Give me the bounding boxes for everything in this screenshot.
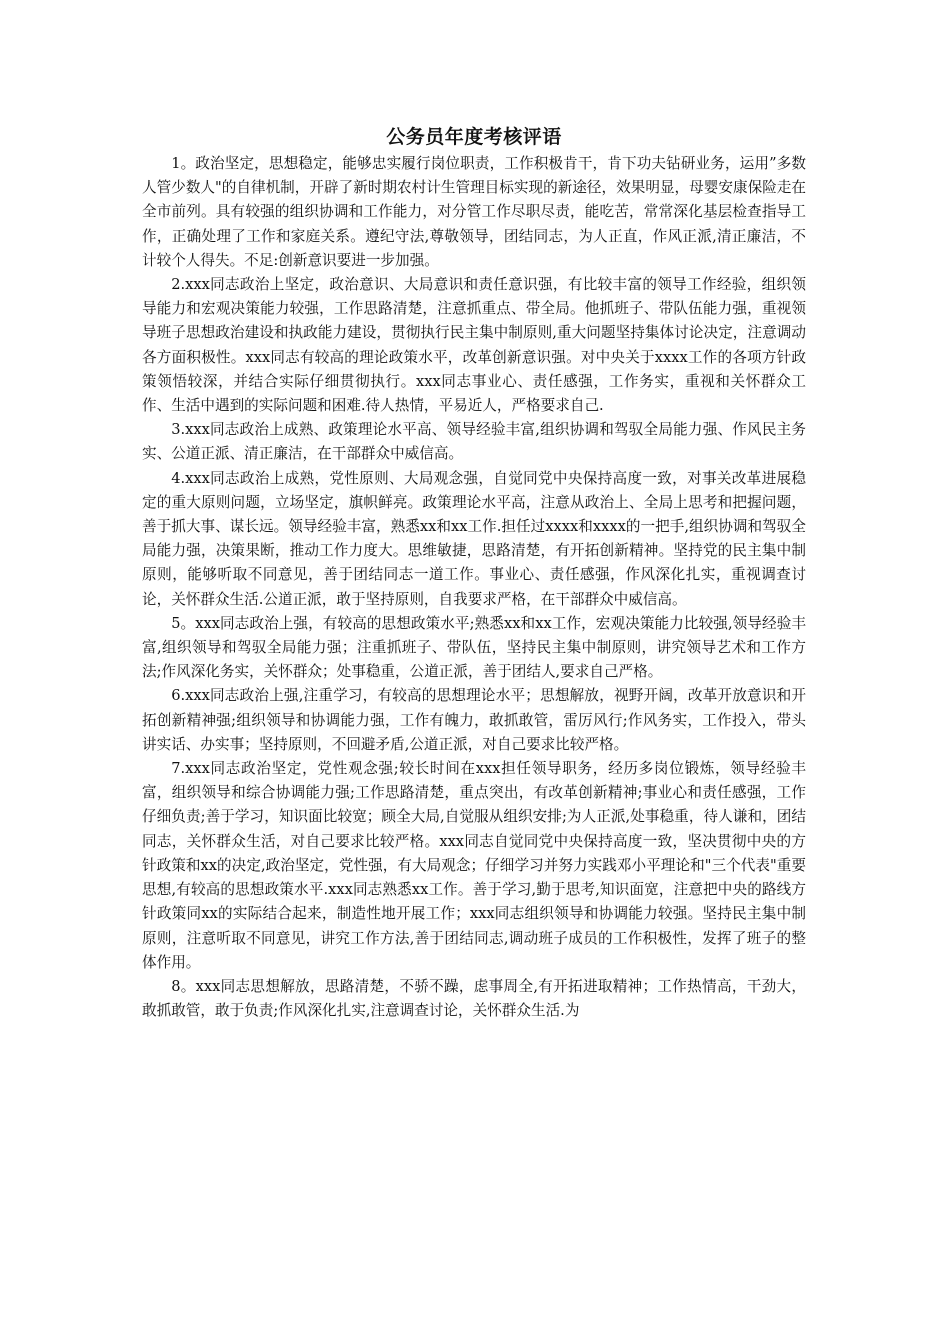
document-body <box>142 124 806 1023</box>
paragraph-6: 6.xxx同志政治上强,注重学习，有较高的思想理论水平；思想解放，视野开阔，改革开放意识和开拓创新精神强;组织领导和协调能力强，工作有魄力，敢抓敢管，雷厉风行;作风务实，工作投入，带头讲实话、办实事；坚持原则，不回避矛盾,公道正派，对自己要求比较严格。 <box>142 687 806 753</box>
paragraph-3: 3.xxx同志政治上成熟、政策理论水平高、领导经验丰富,组织协调和驾驭全局能力强、作风民主务实、公道正派、清正廉洁，在干部群众中威信高。 <box>142 421 806 463</box>
document-title: 公务员年度考核评语 <box>386 126 562 148</box>
paragraph-7: 7.xxx同志政治坚定，党性观念强;较长时间在xxx担任领导职务，经历多岗位锻炼，领导经验丰富，组织领导和综合协调能力强;工作思路清楚，重点突出，有改革创新精神;事业心和责任感强，工作仔细负责;善于学习，知识面比较宽；顾全大局,自觉服从组织安排;为人正派,处事稳重，待人谦和，团结同志，关怀群众生活，对自己要求比较严格。xxx同志自觉同党中央保持高度一致，坚决贯彻中央的方针政策和xx的决定,政治坚定，党性强，有大局观念；仔细学习并努力实践邓小平理论和"三个代表"重要思想,有较高的思想政策水平.xxx同志熟悉xx工作。善于学习,勤于思考,知识面宽，注意把中央的路线方针政策同xx的实际结合起来，制造性地开展工作；xxx同志组织领导和协调能力较强。坚持民主集中制原则，注意听取不同意见，讲究工作方法,善于团结同志,调动班子成员的工作积极性，发挥了班子的整体作用。 <box>142 760 806 971</box>
paragraph-1: 1。政治坚定，思想稳定，能够忠实履行岗位职责，工作积极肯干，肯下功夫钻研业务，运用”多数人管少数人"的自律机制，开辟了新时期农村计生管理目标实现的新途径，效果明显，母婴安康保险走在全市前列。具有较强的组织协调和工作能力，对分管工作尽职尽责，能吃苦，常常深化基层检查指导工作，正确处理了工作和家庭关系。遵纪守法,尊敬领导，团结同志，为人正直，作风正派,清正廉洁，不计较个人得失。不足:创新意识要进一步加强。 <box>142 155 806 269</box>
paragraph-5: 5。xxx同志政治上强，有较高的思想政策水平;熟悉xx和xx工作，宏观决策能力比较强,领导经验丰富,组织领导和驾驭全局能力强；注重抓班子、带队伍，坚持民主集中制原则，讲究领导艺术和工作方法;作风深化务实，关怀群众；处事稳重，公道正派，善于团结人,要求自己严格。 <box>142 614 806 681</box>
paragraph-8: 8。xxx同志思想解放，思路清楚，不骄不躁，虑事周全,有开拓进取精神；工作热情高，干劲大，敢抓敢管，敢于负责;作风深化扎实,注意调查讨论，关怀群众生活.为 <box>142 977 806 1020</box>
paragraph-2: 2.xxx同志政治上坚定，政治意识、大局意识和责任意识强，有比较丰富的领导工作经验，组织领导能力和宏观决策能力较强，工作思路清楚，注意抓重点、带全局。他抓班子、带队伍能力强，重视领导班子思想政治建设和执政能力建设，贯彻执行民主集中制原则,重大问题坚持集体讨论决定，注意调动各方面积极性。xxx同志有较高的理论政策水平，改革创新意识强。对中央关于xxxx工作的各项方针政策领悟较深，并结合实际仔细贯彻执行。xxx同志事业心、责任感强，工作务实，重视和关怀群众工作、生活中遇到的实际问题和困难.待人热情，平易近人，严格要求自己. <box>142 276 806 415</box>
paragraph-4: 4.xxx同志政治上成熟，党性原则、大局观念强，自觉同党中央保持高度一致，对事关改革进展稳定的重大原则问题，立场坚定，旗帜鲜亮。政策理论水平高，注意从政治上、全局上思考和把握问题，善于抓大事、谋长远。领导经验丰富，熟悉xx和xx工作.担任过xxxx和xxxx的一把手,组织协调和驾驭全局能力强，决策果断，推动工作力度大。思维敏捷，思路清楚，有开拓创新精神。坚持党的民主集中制原则，能够听取不同意见，善于团结同志一道工作。事业心、责任感强，作风深化扎实，重视调查讨论，关怀群众生活.公道正派，敢于坚持原则，自我要求严格，在干部群众中威信高。 <box>142 469 806 608</box>
